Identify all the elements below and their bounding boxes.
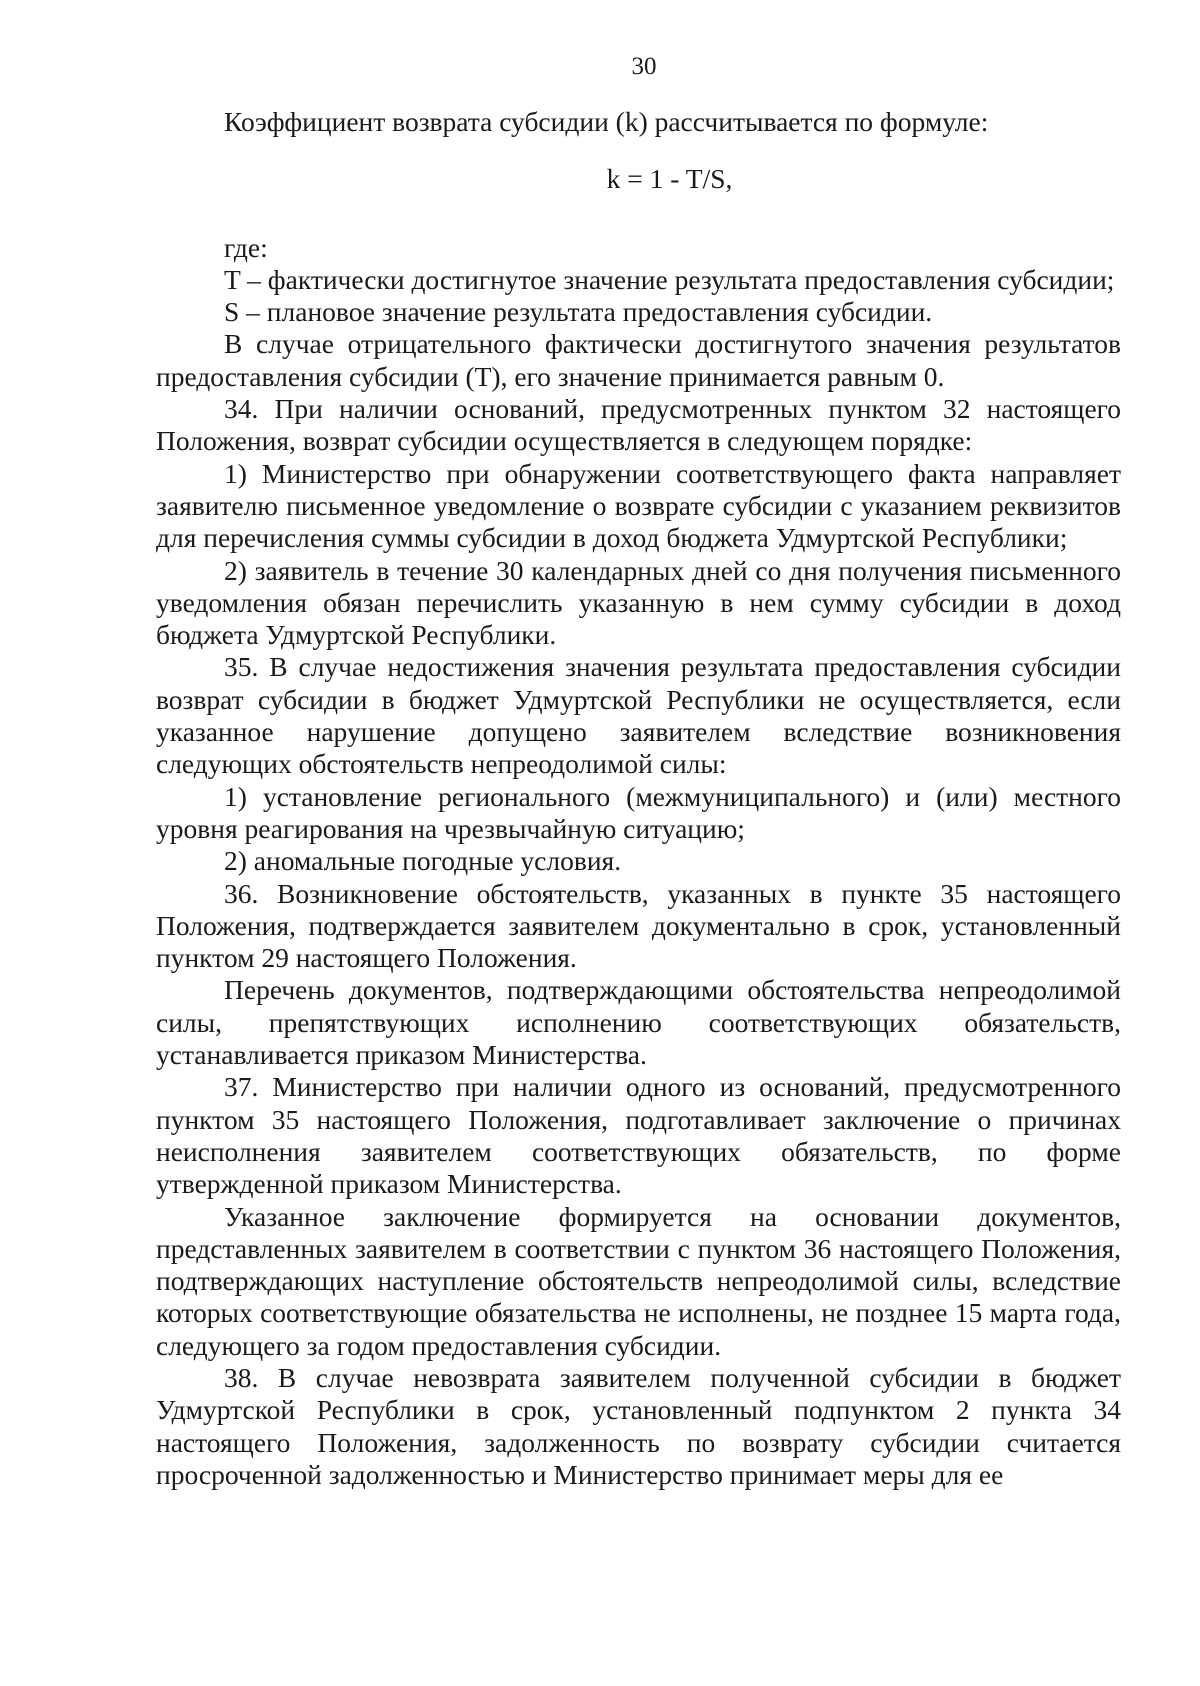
clause-36: 36. Возникновение обстоятельств, указанных в пункте 35 настоящего Положения, подтверждается заявителем документально в срок, установленный пунктом 29 настоящего Положения. <box>156 877 1121 974</box>
page-number: 30 <box>631 53 657 80</box>
definition-s: S – плановое значение результата предоставления субсидии. <box>224 296 933 328</box>
formula-intro: Коэффициент возврата субсидии (k) рассчитывается по формуле: <box>224 106 989 137</box>
clause-35-item-2: 2) аномальные погодные условия. <box>224 845 622 877</box>
clause-36-documents: Перечень документов, подтверждающими обстоятельства непреодолимой силы, препятствующих исполнению соответствующих обязательств, устанавливается приказом Министерства. <box>156 974 1121 1071</box>
clause-34: 34. При наличии оснований, предусмотренных пунктом 32 настоящего Положения, возврат субсидии осуществляется в следующем порядке: <box>156 393 1121 457</box>
formula: k = 1 - T/S, <box>606 163 733 195</box>
clause-37: 37. Министерство при наличии одного из оснований, предусмотренного пунктом 35 настоящего Положения, подготавливает заключение о причинах неисполнения заявителем соответствующих обязательств, по форме утвержденной приказом Министерства. <box>156 1071 1121 1200</box>
document-body <box>156 106 1121 1491</box>
negative-value-note: В случае отрицательного фактически достигнутого значения результатов предоставления субсидии (T), его значение принимается равным 0. <box>156 328 1121 392</box>
definition-t: T – фактически достигнутое значение результата предоставления субсидии; <box>224 263 1115 295</box>
clause-34-item-1: 1) Министерство при обнаружении соответствующего факта направляет заявителю письменное уведомление о возврате субсидии с указанием реквизитов для перечисления суммы субсидии в доход бюджета Удмуртской Республики; <box>156 457 1121 554</box>
clause-38: 38. В случае невозврата заявителем полученной субсидии в бюджет Удмуртской Республики в срок, установленный подпунктом 2 пункта 34 настоящего Положения, задолженность по возврату субсидии считается просроченной задолженностью и Министерство принимает меры для ее <box>156 1361 1121 1490</box>
clause-37-conclusion: Указанное заключение формируется на основании документов, представленных заявителем в соответствии с пунктом 36 настоящего Положения, подтверждающих наступление обстоятельств непреодолимой силы, вследствие которых соответствующие обязательства не исполнены, не позднее 15 марта года, следующего за годом предоставления субсидии. <box>156 1200 1121 1361</box>
clause-35-item-1: 1) установление регионального (межмуниципального) и (или) местного уровня реагирования на чрезвычайную ситуацию; <box>156 780 1121 844</box>
formula-where: где: <box>224 231 268 263</box>
clause-34-item-2: 2) заявитель в течение 30 календарных дней со дня получения письменного уведомления обязан перечислить указанную в нем сумму субсидии в доход бюджета Удмуртской Республики. <box>156 554 1121 651</box>
clause-35: 35. В случае недостижения значения результата предоставления субсидии возврат субсидии в бюджет Удмуртской Республики не осуществляется, если указанное нарушение допущено заявителем вследствие возникновения следующих обстоятельств непреодолимой силы: <box>156 651 1121 780</box>
